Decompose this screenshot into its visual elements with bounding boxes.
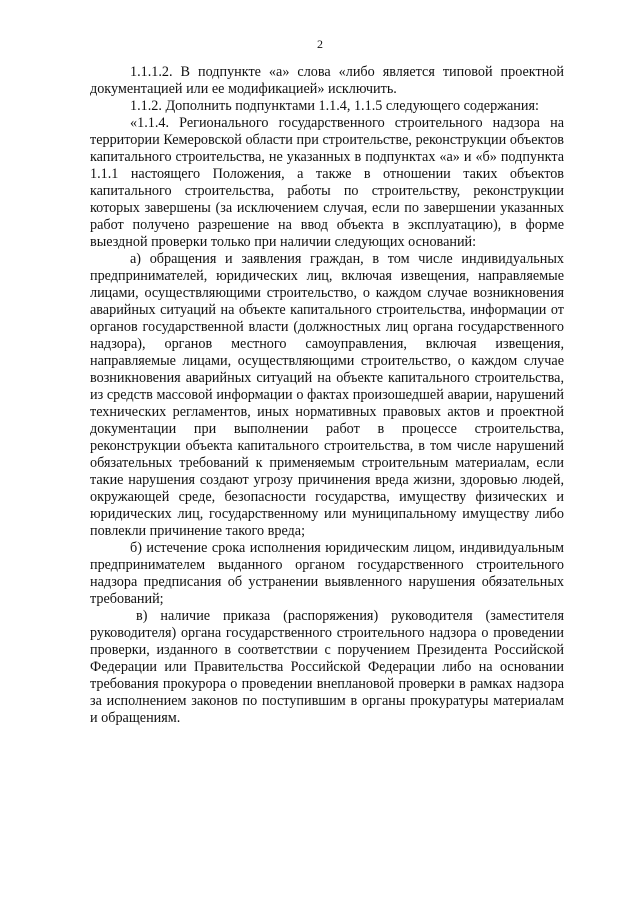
paragraph-item-a: а) обращения и заявления граждан, в том числе индивидуальных предпринимателей, юридических лиц, включая извещения, направляемые лицами, осуществляющими строительство, о каждом случае возникновения аварийных ситуаций на объекте капитального строительства, информации от органов государственной власти (должностных лиц органа государственного надзора), органов местного самоуправления, включая извещения, направляемые лицами, осуществляющими строительство, о каждом случае возникновения аварийных ситуаций на объекте капитального строительства, из средств массовой информации о фактах произошедшей аварии, нарушений технических регламентов, иных нормативных правовых актов и проектной документации при выполнении работ в процессе строительства, реконструкции объекта капитального строительства, в том числе нарушений обязательных требований к применяемым строительным материалам, если такие нарушения создают угрозу причинения вреда жизни, здоровью людей, окружающей среде, безопасности государства, имуществу физических и юридических лиц, государственному или муниципальному имуществу либо повлекли причинение такого вреда; bbox=[90, 251, 564, 539]
page-number: 2 bbox=[317, 37, 323, 51]
paragraph-1-1-2: 1.1.2. Дополнить подпунктами 1.1.4, 1.1.5 следующего содержания: bbox=[130, 98, 539, 114]
document-body bbox=[90, 64, 564, 727]
paragraph-1-1-4: «1.1.4. Регионального государственного строительного надзора на территории Кемеровской области при строительстве, реконструкции объектов капитального строительства, не указанных в подпунктах «а» и «б» подпункта 1.1.1 настоящего Положения, а также в отношении таких объектов капитального строительства, работы по строительству, реконструкции которых завершены (за исключением случая, если по завершении указанных работ получено разрешение на ввод объекта в эксплуатацию), в форме выездной проверки только при наличии следующих оснований: bbox=[90, 115, 564, 250]
paragraph-item-b: б) истечение срока исполнения юридическим лицом, индивидуальным предпринимателем выданного органом государственного строительного надзора предписания об устранении выявленного нарушения обязательных требований; bbox=[90, 540, 564, 607]
paragraph-item-v: в) наличие приказа (распоряжения) руководителя (заместителя руководителя) органа государственного строительного надзора о проведении проверки, изданного в соответствии с поручением Президента Российской Федерации или Правительства Российской Федерации либо на основании требования прокурора о проведении внеплановой проверки в рамках надзора за исполнением законов по поступившим в органы прокуратуры материалам и обращениям. bbox=[90, 608, 564, 726]
paragraph-1-1-1-2: 1.1.1.2. В подпункте «а» слова «либо является типовой проектной документацией или ее модификацией» исключить. bbox=[90, 64, 564, 97]
